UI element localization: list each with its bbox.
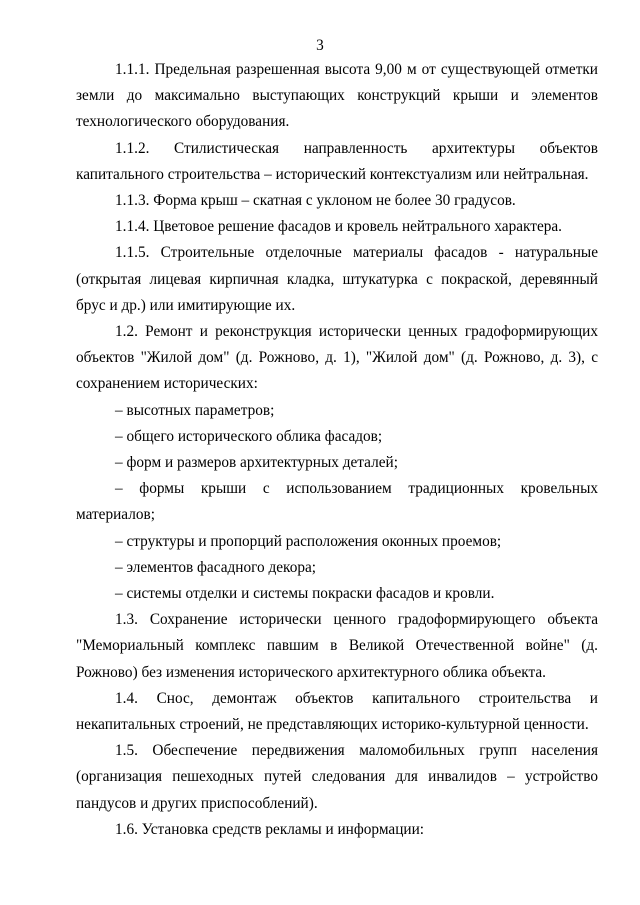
list-item-facade-look: – общего исторического облика фасадов;	[115, 427, 383, 445]
paragraph-1-1-5: 1.1.5. Строительные отделочные материалы фасадов - натуральные (открытая лицевая кирпичная кладка, штукатурка с покраской, деревянный брус и др.) или имитирующие их.	[76, 244, 598, 314]
list-item-decor: – элементов фасадного декора;	[115, 558, 317, 576]
document-body	[76, 57, 598, 843]
paragraph-1-5: 1.5. Обеспечение передвижения маломобильных групп населения (организация пешеходных путей следования для инвалидов – устройство пандусов и других приспособлений).	[76, 742, 598, 812]
paragraph-1-1-2: 1.1.2. Стилистическая направленность архитектуры объектов капитального строительства – исторический контекстуализм или нейтральная.	[76, 139, 598, 183]
paragraph-1-1-4: 1.1.4. Цветовое решение фасадов и кровель нейтрального характера.	[115, 218, 563, 236]
paragraph-1-3: 1.3. Сохранение исторически ценного градоформирующего объекта "Мемориальный комплекс павшим в Великой Отечественной войне" (д. Рожново) без изменения исторического архитектурного облика объекта.	[76, 611, 598, 681]
paragraph-1-1-3: 1.1.3. Форма крыш – скатная с уклоном не более 30 градусов.	[115, 192, 516, 210]
paragraph-1-4: 1.4. Снос, демонтаж объектов капитального строительства и некапитальных строений, не представляющих историко-культурной ценности.	[76, 689, 598, 734]
paragraph-1-6: 1.6. Установка средств рекламы и информации:	[115, 820, 425, 838]
paragraph-1-1-1: 1.1.1. Предельная разрешенная высота 9,00 м от существующей отметки земли до максимально выступающих конструкций крыши и элементов технологического оборудования.	[76, 61, 598, 131]
list-item-roof-forms: – формы крыши с использованием традиционных кровельных материалов;	[76, 480, 598, 524]
list-item-heights: – высотных параметров;	[115, 401, 275, 419]
paragraph-1-2: 1.2. Ремонт и реконструкция исторически ценных градоформирующих объектов "Жилой дом" (д. Рожново, д. 1), "Жилой дом" (д. Рожново, д. 3), с сохранением исторических:	[76, 323, 598, 393]
list-item-finishing: – системы отделки и системы покраски фасадов и кровли.	[115, 585, 495, 603]
list-item-details: – форм и размеров архитектурных деталей;	[115, 454, 398, 472]
page-number: 3	[316, 37, 324, 54]
list-item-windows: – структуры и пропорций расположения оконных проемов;	[115, 532, 502, 550]
